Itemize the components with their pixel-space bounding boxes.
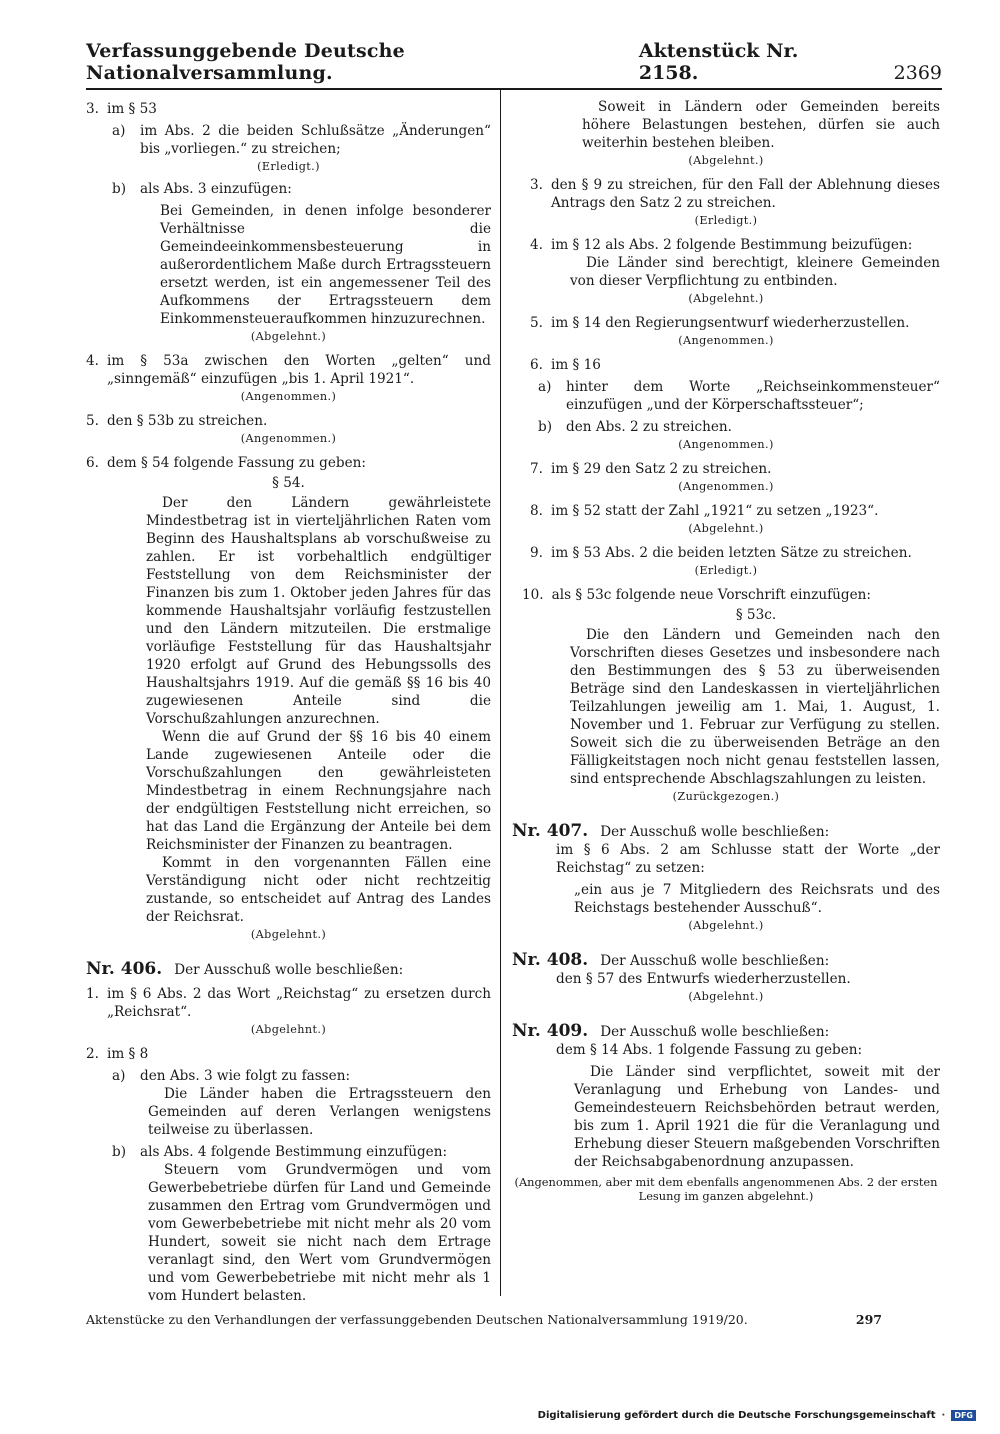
status-note: (Erledigt.) (694, 564, 758, 577)
status-note: (Abgelehnt.) (250, 928, 327, 941)
status-note: (Abgelehnt.) (250, 330, 327, 343)
list-item: 1. im § 6 Abs. 2 das Wort „Reichstag“ zu ersetzen durch „Reichsrat“. (86, 986, 491, 1020)
status-note: (Zurückgezogen.) (672, 790, 780, 803)
list-item: 9. im § 53 Abs. 2 die beiden letzten Sätze zu streichen. (530, 545, 912, 561)
quoted-provision: Die Länder sind berechtigt, kleinere Gemeinden von dieser Verpflichtung zu entbinden. (570, 255, 940, 289)
header-document: Aktenstück Nr. 2158. (638, 40, 799, 84)
quoted-provision: Bei Gemeinden, in denen infolge besonderer Verhältnisse die Gemeindeeinkommensbesteuerung in außerordentlichem Maße durch Ertragssteuern ersetzt werden, ist ein angemessener Teil des Aufkommens der Ertragssteuern dem Einkommensteueraufkommen hinzuzurechnen. (160, 203, 491, 327)
list-item: 6. dem § 54 folgende Fassung zu geben: (86, 455, 366, 471)
dfg-logo-icon: DFG (951, 1410, 976, 1421)
status-note: (Angenommen.) (240, 390, 337, 403)
list-item: 7. im § 29 den Satz 2 zu streichen. (530, 461, 772, 477)
status-note: (Angenommen.) (678, 334, 774, 347)
list-item: a) im Abs. 2 die beiden Schlußsätze „Änderungen“ bis „vorliegen.“ zu streichen; (112, 123, 491, 157)
list-item: 3. im § 53 (86, 101, 157, 117)
quoted-provision: Soweit in Ländern oder Gemeinden bereits höhere Belastungen bestehen, dürfen sie auch weiterhin bestehen bleiben. (582, 99, 940, 151)
footer-text: Aktenstücke zu den Verhandlungen der verfassunggebenden Deutschen Nationalversammlung 1919/20. (86, 1312, 748, 1327)
section-heading: § 54. (272, 475, 305, 491)
page-footer (86, 1312, 942, 1327)
quoted-provision: Die Länder sind verpflichtet, soweit mit der Veranlagung und Erhebung von Landes- und Gemeindesteuern Reichsbehörden betraut werden, bis zum 1. April 1921 die für die Veranlagung und Erhebung dieser Steuern maßgebenden Vorschriften der Reichsabgabenordnung anzupassen. (574, 1064, 940, 1170)
quoted-provision: Steuern vom Grundvermögen und vom Gewerbebetriebe dürfen für Land und Gemeinde zusammen den Ertrag vom Grundvermögen und vom Gewerbebetriebe mit nicht mehr als 20 vom Hundert, soweit sie nicht nach dem Ertrage veranlagt sind, den Wert vom Grundvermögen und vom Gewerbebetriebe mit nicht mehr als 1 vom Hundert belasten. (148, 1162, 491, 1304)
list-item: 3. den § 9 zu streichen, für den Fall der Ablehnung dieses Antrags den Satz 2 zu streichen. (530, 177, 940, 211)
credit-text: Digitalisierung gefördert durch die Deutsche Forschungsgemeinschaft (537, 1410, 936, 1421)
list-item: 5. den § 53b zu streichen. (86, 413, 268, 429)
signature-number: 297 (855, 1312, 882, 1327)
list-item: 6. im § 16 (530, 357, 601, 373)
quoted-provision: Die Länder haben die Ertragssteuern den Gemeinden auf deren Verlangen wenigstens teilweise zu überlassen. (148, 1086, 491, 1138)
quoted-provision: Kommt in den vorgenannten Fällen eine Verständigung nicht oder nicht rechtzeitig zustande, so entscheidet auf Antrag des Landes der Reichsrat. (146, 855, 491, 925)
status-note: (Angenommen.) (240, 432, 337, 445)
page-number: 2369 (893, 62, 942, 84)
motion-number: Nr. 406. (86, 959, 163, 979)
status-note: (Erledigt.) (694, 214, 758, 227)
status-note: (Abgelehnt.) (688, 919, 764, 932)
motion-heading: Nr. 406. Der Ausschuß wolle beschließen: (86, 959, 404, 979)
list-item: b) als Abs. 4 folgende Bestimmung einzufügen: (112, 1144, 448, 1160)
list-item: b) den Abs. 2 zu streichen. (538, 419, 732, 435)
status-note: (Angenommen, aber mit dem ebenfalls angenommenen Abs. 2 der ersten Lesung im ganzen abgelehnt.) (514, 1175, 938, 1203)
left-column (86, 94, 491, 1305)
list-item: b) als Abs. 3 einzufügen: (112, 181, 292, 197)
right-column (512, 94, 940, 1203)
motion-heading: Nr. 408. Der Ausschuß wolle beschließen: (512, 950, 830, 970)
list-item: 8. im § 52 statt der Zahl „1921“ zu setzen „1923“. (530, 503, 879, 519)
list-item: 10. als § 53c folgende neue Vorschrift einzufügen: (522, 587, 871, 603)
page-header (86, 40, 942, 90)
status-note: (Angenommen.) (678, 480, 774, 493)
section-heading: § 53c. (735, 607, 777, 623)
motion-heading: Nr. 407. Der Ausschuß wolle beschließen: (512, 821, 830, 841)
quoted-provision: Der den Ländern gewährleistete Mindestbetrag ist in vierteljährlichen Raten vom Beginn des Haushaltsplans ab vorschußweise zu zahlen. Er ist vorbehaltlich endgültiger Feststellung von dem Reichsminister der Finanzen bis zum 1. Oktober jeden Jahres für das kommende Haushaltsjahr vorläufig festzustellen und den Ländern mitzuteilen. Die erstmalige vorläufige Feststellung für das Haushaltsjahr 1920 erfolgt auf Grund des Hebungssolls des Haushaltsjahrs 1919. Auf die gemäß §§ 16 bis 40 zugewiesenen Anteile sind die Vorschußzahlungen anzurechnen. (146, 495, 491, 727)
status-note: (Angenommen.) (678, 438, 774, 451)
motion-body: dem § 14 Abs. 1 folgende Fassung zu geben: (556, 1042, 863, 1058)
quoted-provision: „ein aus je 7 Mitgliedern des Reichsrats und des Reichstags bestehender Ausschuß“. (574, 882, 940, 916)
motion-body: den § 57 des Entwurfs wiederherzustellen. (556, 971, 851, 987)
status-note: (Erledigt.) (257, 160, 320, 173)
motion-body: im § 6 Abs. 2 am Schlusse statt der Worte „der Reichstag“ zu setzen: (556, 842, 940, 876)
status-note: (Abgelehnt.) (250, 1023, 327, 1036)
motion-heading: Nr. 409. Der Ausschuß wolle beschließen: (512, 1021, 830, 1041)
list-item: a) den Abs. 3 wie folgt zu fassen: (112, 1068, 351, 1084)
list-item: 5. im § 14 den Regierungsentwurf wiederherzustellen. (530, 315, 910, 331)
list-item: a) hinter dem Worte „Reichseinkommensteuer“ einzufügen „und der Körperschaftssteuer“; (538, 379, 940, 413)
header-title: Verfassunggebende Deutsche Nationalversammlung. (86, 40, 405, 84)
status-note: (Abgelehnt.) (688, 154, 764, 167)
status-note: (Abgelehnt.) (688, 522, 764, 535)
quoted-provision: Wenn die auf Grund der §§ 16 bis 40 einem Lande zugewiesenen Anteile oder die Vorschußzahlungen den gewährleisteten Mindestbetrag in einem Rechnungsjahre nach der endgültigen Feststellung nicht erreichen, so hat das Land die Ergänzung der Anteile bei dem Reichsminister der Finanzen zu beantragen. (146, 729, 491, 853)
list-item: 4. im § 12 als Abs. 2 folgende Bestimmung beizufügen: (530, 237, 913, 253)
status-note: (Abgelehnt.) (688, 990, 764, 1003)
status-note: (Abgelehnt.) (688, 292, 764, 305)
list-item: 2. im § 8 (86, 1046, 149, 1062)
list-item: 4. im § 53a zwischen den Worten „gelten“ und „sinngemäß“ einzufügen „bis 1. April 1921“. (86, 353, 491, 387)
digitization-credit: Digitalisierung gefördert durch die Deutsche Forschungsgemeinschaft · DFG (538, 1410, 976, 1421)
quoted-provision: Die den Ländern und Gemeinden nach den Vorschriften dieses Gesetzes und insbesondere nach den Bestimmungen des § 53 zu überweisenden Beträge sind den Landeskassen in vierteljährlichen Teilzahlungen jeweilig am 1. Mai, 1. August, 1. November und 1. Februar zur Verfügung zu stellen. Soweit sich die zu überweisenden Beträge an den Fälligkeitstagen noch nicht genau feststellen lassen, sind entsprechende Abschlagszahlungen zu leisten. (570, 627, 940, 787)
column-divider (500, 88, 501, 1296)
motion-number: Nr. 407. (512, 821, 589, 841)
motion-number: Nr. 408. (512, 950, 589, 970)
motion-number: Nr. 409. (512, 1021, 589, 1041)
